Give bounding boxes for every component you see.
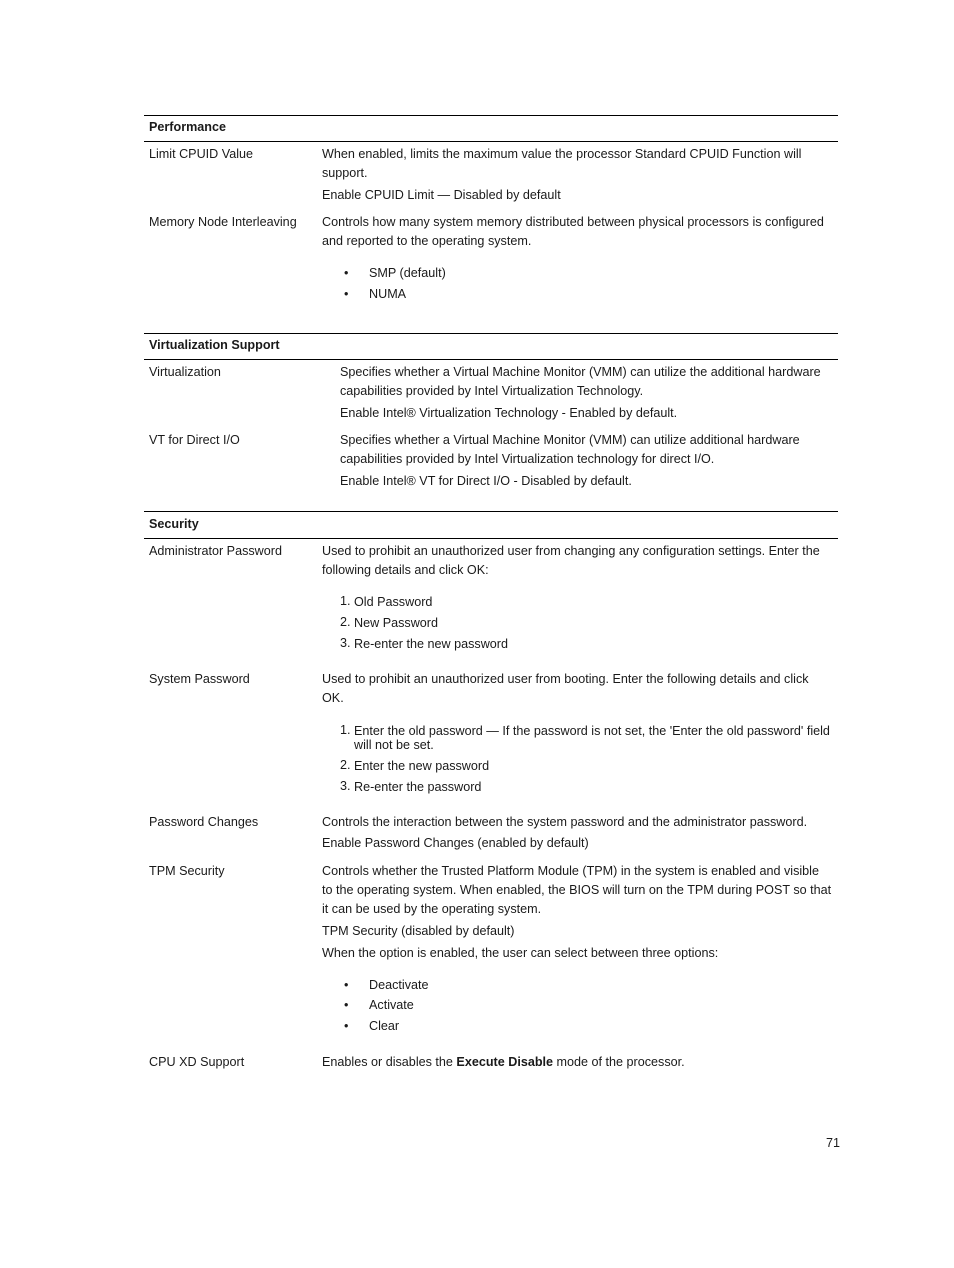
setting-label-tpm-security: TPM Security xyxy=(149,864,225,878)
step-number: 2. xyxy=(340,758,351,772)
setting-default-limit-cpuid: Enable CPUID Limit — Disabled by default xyxy=(322,188,561,202)
section-title-security: Security xyxy=(149,517,199,531)
section-rule xyxy=(144,141,838,142)
setting-desc-virtualization: Specifies whether a Virtual Machine Monitor (VMM) can utilize the additional hardware capabilities provided by Intel Virtualization Technology. xyxy=(340,365,821,398)
setting-label-cpu-xd: CPU XD Support xyxy=(149,1055,245,1069)
setting-label-virtualization: Virtualization xyxy=(149,365,221,379)
step-item: Old Password xyxy=(354,595,433,609)
desc-emphasis: Execute Disable xyxy=(456,1055,554,1069)
step-item: Enter the new password xyxy=(354,759,490,773)
desc-text: mode of the processor. xyxy=(556,1055,685,1069)
setting-desc-vt-direct-io: Specifies whether a Virtual Machine Monitor (VMM) can utilize additional hardware capabilities provided by Intel Virtualization technology for direct I/O. xyxy=(340,433,800,466)
step-item: Enter the old password — If the password is not set, the 'Enter the old password' field will not be set. xyxy=(354,724,830,752)
setting-default-virtualization: Enable Intel® Virtualization Technology - Enabled by default. xyxy=(340,406,678,420)
setting-label-password-changes: Password Changes xyxy=(149,815,259,829)
setting-desc-system-password: Used to prohibit an unauthorized user from booting. Enter the following details and click OK. xyxy=(322,672,809,705)
setting-options-intro-tpm: When the option is enabled, the user can select between three options: xyxy=(322,946,719,960)
bullet-icon: • xyxy=(344,266,349,280)
bullet-icon: • xyxy=(344,978,349,992)
section-title-virtualization: Virtualization Support xyxy=(149,338,280,352)
setting-label-limit-cpuid: Limit CPUID Value xyxy=(149,147,254,161)
setting-desc-memory-node: Controls how many system memory distributed between physical processors is configured and reported to the operating system. xyxy=(322,215,824,248)
section-rule xyxy=(144,333,838,334)
section-rule xyxy=(144,511,838,512)
setting-default-password-changes: Enable Password Changes (enabled by default) xyxy=(322,836,589,850)
option-item: Clear xyxy=(369,1019,400,1033)
setting-desc-admin-password: Used to prohibit an unauthorized user from changing any configuration settings. Enter the following details and click OK: xyxy=(322,544,820,577)
setting-label-system-password: System Password xyxy=(149,672,250,686)
section-rule xyxy=(144,538,838,539)
step-number: 2. xyxy=(340,615,351,629)
option-item: SMP (default) xyxy=(369,266,446,280)
page-number: 71 xyxy=(826,1136,841,1150)
bullet-icon: • xyxy=(344,998,349,1012)
step-item: Re-enter the password xyxy=(354,780,482,794)
bullet-icon: • xyxy=(344,1019,349,1033)
option-item: Deactivate xyxy=(369,978,429,992)
setting-default-tpm-security: TPM Security (disabled by default) xyxy=(322,924,515,938)
setting-label-vt-direct-io: VT for Direct I/O xyxy=(149,433,240,447)
desc-text: Enables or disables the xyxy=(322,1055,453,1069)
step-item: New Password xyxy=(354,616,438,630)
step-number: 1. xyxy=(340,723,351,737)
table-top-rule xyxy=(144,115,838,116)
bullet-icon: • xyxy=(344,287,349,301)
section-rule xyxy=(144,359,838,360)
setting-default-vt-direct-io: Enable Intel® VT for Direct I/O - Disabled by default. xyxy=(340,474,632,488)
setting-desc-limit-cpuid: When enabled, limits the maximum value the processor Standard CPUID Function will support. xyxy=(322,147,802,180)
setting-desc-password-changes: Controls the interaction between the system password and the administrator password. xyxy=(322,815,808,829)
option-item: NUMA xyxy=(369,287,407,301)
step-number: 3. xyxy=(340,779,351,793)
setting-desc-cpu-xd xyxy=(322,1053,832,1072)
setting-desc-tpm-security: Controls whether the Trusted Platform Module (TPM) in the system is enabled and visible to the operating system. When enabled, the BIOS will turn on the TPM during POST so that it can be used by the operating system. xyxy=(322,864,832,916)
step-item: Re-enter the new password xyxy=(354,637,509,651)
setting-label-memory-node: Memory Node Interleaving xyxy=(149,215,297,229)
setting-label-admin-password: Administrator Password xyxy=(149,544,282,558)
option-item: Activate xyxy=(369,998,414,1012)
section-title-performance: Performance xyxy=(149,120,226,134)
step-number: 3. xyxy=(340,636,351,650)
step-number: 1. xyxy=(340,594,351,608)
